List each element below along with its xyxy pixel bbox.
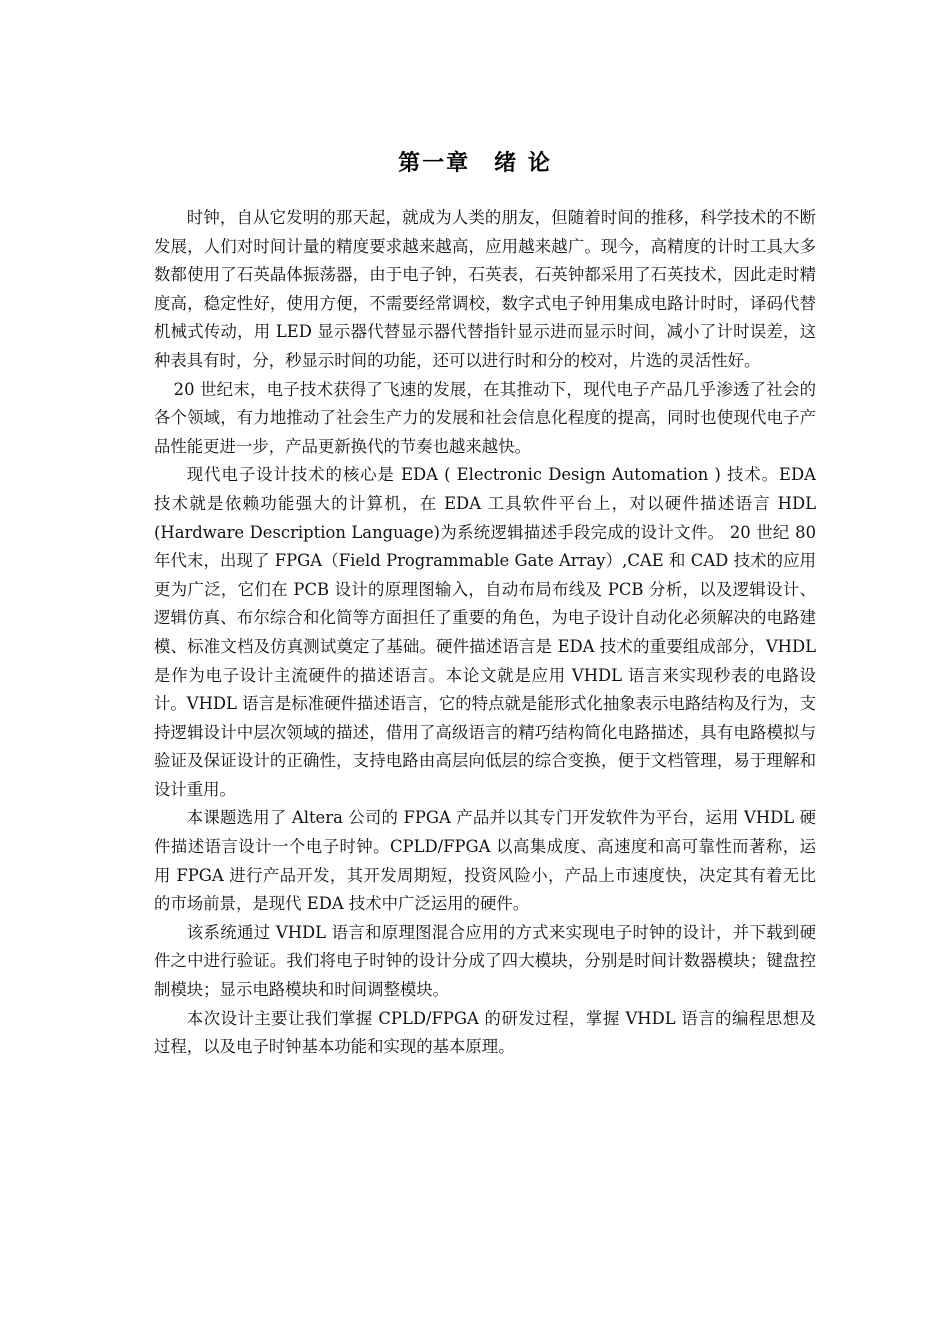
paragraph-intro: 时钟，自从它发明的那天起，就成为人类的朋友，但随着时间的推移，科学技术的不断发展，人们对时间计量的精度要求越来越高，应用越来越广。现今，高精度的计时工具大多数都使用了石英晶体振荡器，由于电子钟，石英表，石英钟都采用了石英技术，因此走时精度高，稳定性好，使用方便，不需要经常调校，数字式电子钟用集成电路计时时，译码代替机械式传动，用 LED 显示器代替显示器代替指针显示进而显示时间，减小了计时误差，这种表具有时，分，秒显示时间的功能，还可以进行时和分的校对，片选的灵活性好。 [154, 208, 816, 370]
paragraph-20th-century: 20 世纪末，电子技术获得了飞速的发展，在其推动下，现代电子产品几乎渗透了社会的各个领域，有力地推动了社会生产力的发展和社会信息化程度的提高，同时也使现代电子产品性能更进一步，产品更新换代的节奏也越来越快。 [154, 379, 816, 456]
chapter-number: 第一章 [398, 151, 471, 176]
paragraph-system: 该系统通过 VHDL 语言和原理图混合应用的方式来实现电子时钟的设计，并下载到硬件之中进行验证。我们将电子时钟的设计分成了四大模块，分别是时间计数器模块；键盘控制模块；显示电路模块和时间调整模块。 [154, 922, 816, 1000]
chapter-body [154, 204, 816, 1062]
paragraph-goal: 本次设计主要让我们掌握 CPLD/FPGA 的研发过程，掌握 VHDL 语言的编程思想及过程，以及电子时钟基本功能和实现的基本原理。 [154, 1008, 816, 1057]
paragraph-eda: 现代电子设计技术的核心是 EDA ( Electronic Design Automation ) 技术。EDA 技术就是依赖功能强大的计算机，在 EDA 工具软件平台上，对以硬件描述语言 HDL (Hardware Description Language)为系统逻辑描述手段完成的设计文件。 20 世纪 80 年代末，出现了 FPGA（Field Programmable Gate Array）,CAE 和 CAD 技术的应用更为广泛，它们在 PCB 设计的原理图输入，自动布局布线及 PCB 分析，以及逻辑设计、逻辑仿真、布尔综合和化简等方面担任了重要的角色，为电子设计自动化必须解决的电路建模、标准文档及仿真测试奠定了基础。硬件描述语言是 EDA 技术的重要组成部分，VHDL 是作为电子设计主流硬件的描述语言。本论文就是应用 VHDL 语言来实现秒表的电路设计。VHDL 语言是标准硬件描述语言，它的特点就是能形式化抽象表示电路结构及行为，支持逻辑设计中层次领域的描述，借用了高级语言的精巧结构简化电路描述，具有电路模拟与验证及保证设计的正确性，支持电路由高层向低层的综合变换，便于文档管理，易于理解和设计重用。 [154, 465, 816, 799]
chapter-title: 绪 论 [494, 151, 552, 176]
chapter-heading [0, 146, 950, 177]
paragraph-topic: 本课题选用了 Altera 公司的 FPGA 产品并以其专门开发软件为平台，运用 VHDL 硬件描述语言设计一个电子时钟。CPLD/FPGA 以高集成度、高速度和高可靠性而著称，运用 FPGA 进行产品开发，其开发周期短，投资风险小，产品上市速度快，决定其有着无比的市场前景，是现代 EDA 技术中广泛运用的硬件。 [154, 808, 816, 914]
